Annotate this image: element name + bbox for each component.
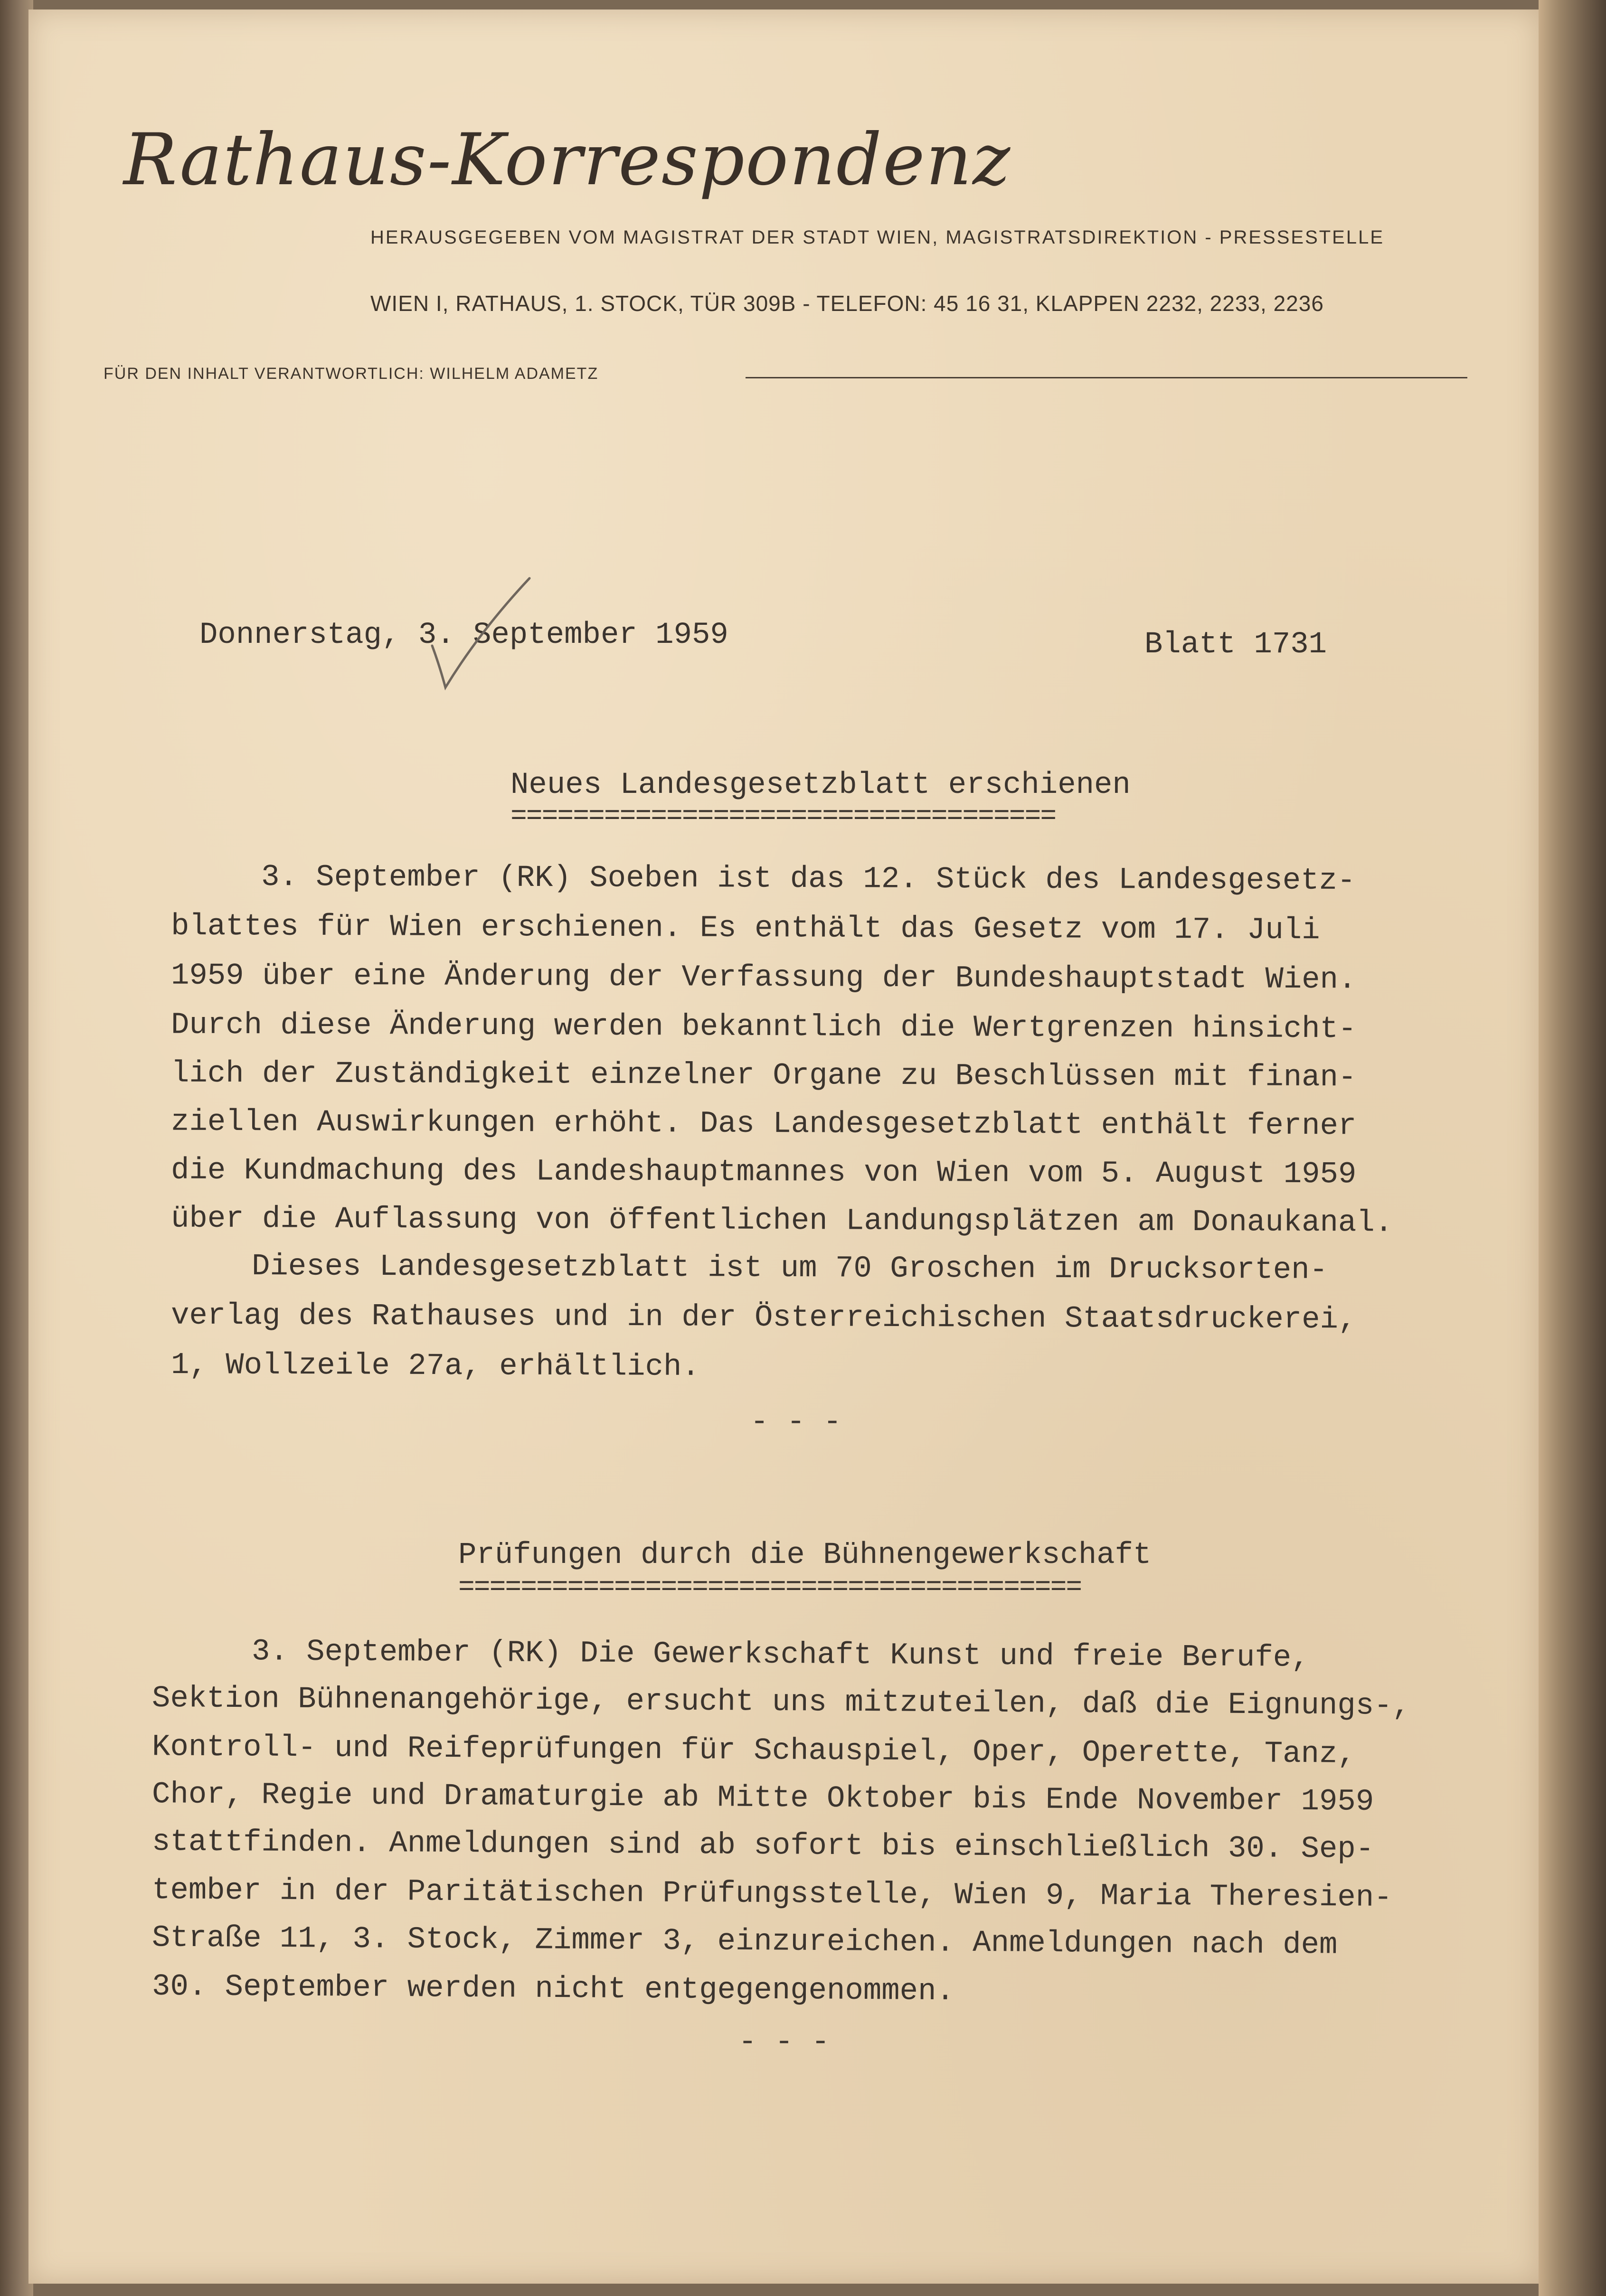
article-2-separator: - - - bbox=[738, 2025, 830, 2060]
article-2-line: Chor, Regie und Dramaturgie ab Mitte Oktober bis Ende November 1959 bbox=[151, 1778, 1374, 1819]
page-edge-right bbox=[1539, 0, 1606, 2296]
article-2-line: Kontroll- und Reifeprüfungen für Schauspiel, Oper, Operette, Tanz, bbox=[151, 1730, 1356, 1772]
article-1-line: blattes für Wien erschienen. Es enthält das Gesetz vom 17. Juli bbox=[170, 909, 1320, 948]
document-page bbox=[28, 9, 1539, 2284]
article-1-line: über die Auflassung von öffentlichen Landungsplätzen am Donaukanal. bbox=[170, 1202, 1393, 1241]
article-1-line: Durch diese Änderung werden bekanntlich die Wertgrenzen hinsicht- bbox=[170, 1008, 1357, 1047]
article-2-line: 30. September werden nicht entgegengenommen. bbox=[151, 1969, 955, 2009]
article-2-line: 3. September (RK) Die Gewerkschaft Kunst und freie Berufe, bbox=[251, 1635, 1310, 1675]
article-1-heading-underline: =================================== bbox=[510, 801, 1056, 832]
masthead-responsible: FÜR DEN INHALT VERANTWORTLICH: WILHELM ADAMETZ bbox=[104, 365, 599, 383]
article-2-line: stattfinden. Anmeldungen sind ab sofort bis einschließlich 30. Sep- bbox=[151, 1825, 1374, 1867]
article-1-separator: - - - bbox=[750, 1405, 842, 1440]
article-1-line: die Kundmachung des Landeshauptmannes von Wien vom 5. August 1959 bbox=[170, 1153, 1357, 1192]
responsible-rule bbox=[746, 377, 1467, 378]
dateline-date: Donnerstag, 3. September 1959 bbox=[199, 618, 728, 652]
article-1-line: 3. September (RK) Soeben ist das 12. Stück des Landesgesetz- bbox=[261, 860, 1356, 899]
dateline-sheet-number: Blatt 1731 bbox=[1144, 628, 1327, 662]
article-2-line: Sektion Bühnenangehörige, ersucht uns mitzuteilen, daß die Eignungs-, bbox=[151, 1681, 1411, 1724]
article-1-line: ziellen Auswirkungen erhöht. Das Landesgesetzblatt enthält ferner bbox=[170, 1105, 1357, 1144]
article-1-line: 1, Wollzeile 27a, erhältlich. bbox=[170, 1348, 700, 1384]
article-1-line: verlag des Rathauses und in der Österreichischen Staatsdruckerei, bbox=[170, 1299, 1357, 1337]
article-1-line: lich der Zuständigkeit einzelner Organe zu Beschlüssen mit finan- bbox=[170, 1056, 1357, 1095]
article-1-line: Dieses Landesgesetzblatt ist um 70 Groschen im Drucksorten- bbox=[251, 1250, 1328, 1288]
article-2-line: tember in der Paritätischen Prüfungsstelle, Wien 9, Maria Theresien- bbox=[151, 1873, 1392, 1915]
masthead-title: Rathaus-Korrespondenz bbox=[123, 119, 1011, 201]
article-2-heading: Prüfungen durch die Bühnengewerkschaft bbox=[458, 1538, 1152, 1572]
article-1-line: 1959 über eine Änderung der Verfassung der Bundeshauptstadt Wien. bbox=[170, 959, 1357, 997]
handwritten-check-mark bbox=[423, 574, 537, 698]
article-2-heading-underline: ======================================== bbox=[458, 1572, 1082, 1603]
masthead-publisher: HERAUSGEGEBEN VOM MAGISTRAT DER STADT WIEN, MAGISTRATSDIREKTION - PRESSESTELLE bbox=[370, 227, 1385, 248]
masthead-address: WIEN I, RATHAUS, 1. STOCK, TÜR 309B - TELEFON: 45 16 31, KLAPPEN 2232, 2233, 2236 bbox=[370, 291, 1324, 316]
article-1-heading: Neues Landesgesetzblatt erschienen bbox=[510, 768, 1131, 802]
article-2-line: Straße 11, 3. Stock, Zimmer 3, einzureichen. Anmeldungen nach dem bbox=[151, 1921, 1338, 1963]
